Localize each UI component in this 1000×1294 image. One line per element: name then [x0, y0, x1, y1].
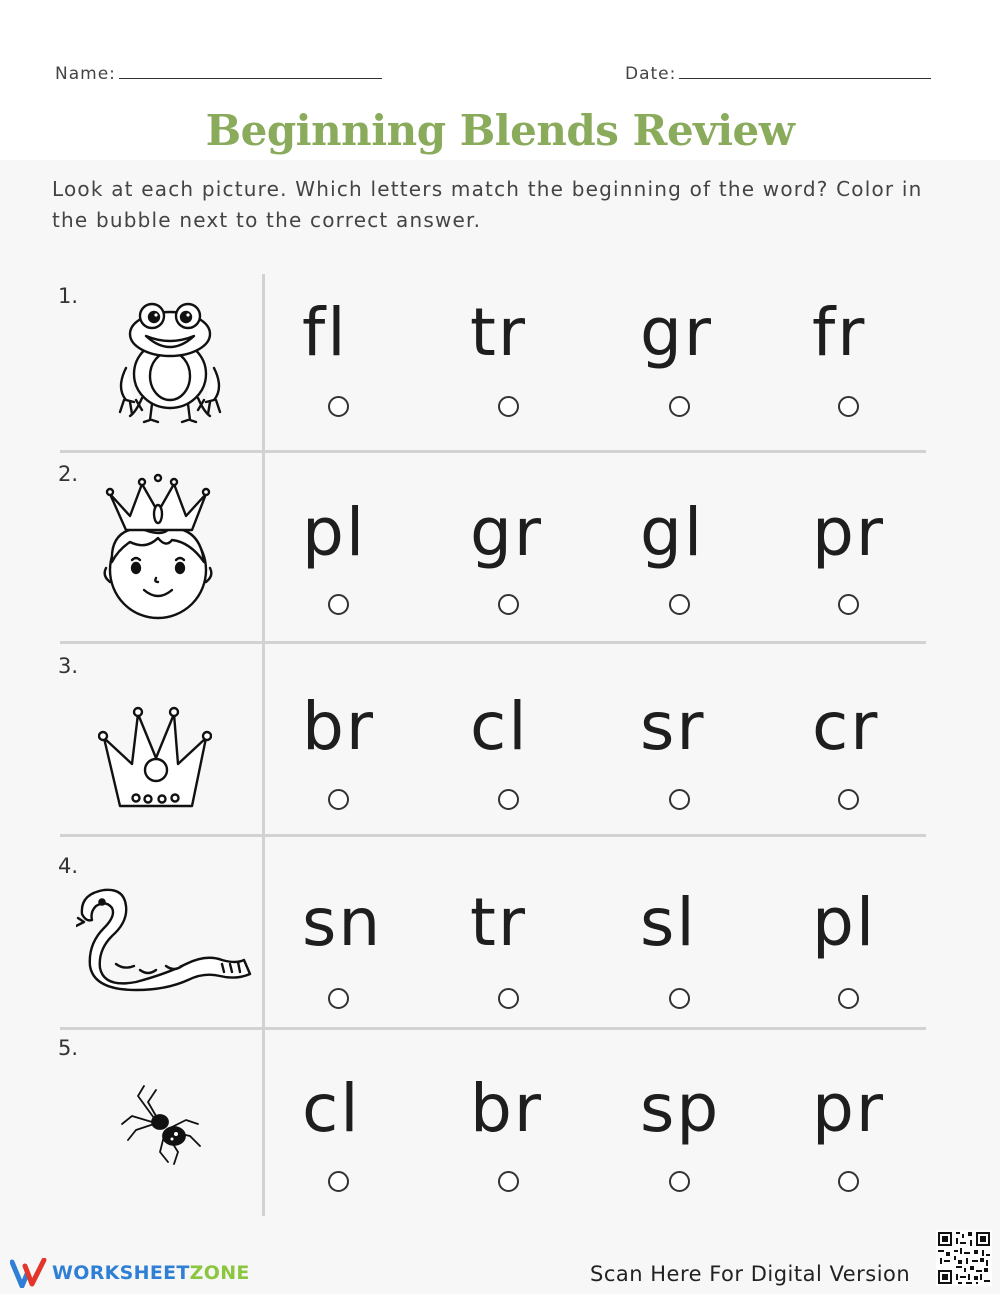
row-divider	[60, 641, 926, 644]
choice-label: cl	[302, 1070, 361, 1147]
choice-label: cr	[812, 688, 880, 765]
row-divider	[60, 450, 926, 453]
answer-bubble[interactable]	[328, 988, 349, 1009]
choice-label: cl	[470, 688, 529, 765]
choice-label: pl	[812, 884, 877, 961]
answer-bubble[interactable]	[669, 1171, 690, 1192]
instructions-text: Look at each picture. Which letters match the beginning of the word? Color in the bubble next to the correct answer.	[52, 177, 923, 232]
brand-name-part2: ZONE	[189, 1262, 250, 1284]
choice-label: sp	[640, 1070, 721, 1147]
answer-bubble[interactable]	[669, 789, 690, 810]
answer-bubble[interactable]	[838, 1171, 859, 1192]
answer-bubble[interactable]	[328, 396, 349, 417]
crown-icon	[98, 702, 212, 812]
answer-bubble[interactable]	[498, 1171, 519, 1192]
choice-label: gl	[640, 494, 705, 571]
name-label: Name:	[55, 64, 116, 84]
worksheetzone-logo[interactable]	[10, 1258, 250, 1288]
choice-label: pr	[812, 494, 886, 571]
answer-bubble[interactable]	[498, 594, 519, 615]
date-label: Date:	[625, 64, 677, 84]
choice-label: gr	[640, 294, 714, 371]
answer-bubble[interactable]	[838, 988, 859, 1009]
answer-bubble[interactable]	[669, 988, 690, 1009]
row-divider	[60, 1027, 926, 1030]
name-field[interactable]	[119, 78, 382, 79]
brand-name-part1: WORKSHEET	[52, 1262, 190, 1284]
row-divider	[60, 834, 926, 837]
answer-bubble[interactable]	[328, 789, 349, 810]
answer-bubble[interactable]	[328, 1171, 349, 1192]
choice-label: fr	[812, 294, 867, 371]
logo-mark-icon	[10, 1258, 48, 1288]
answer-bubble[interactable]	[838, 789, 859, 810]
date-field[interactable]	[679, 78, 931, 79]
choice-label: pl	[302, 494, 367, 571]
question-number: 4.	[58, 854, 79, 878]
answer-bubble[interactable]	[328, 594, 349, 615]
page-title: Beginning Blends Review	[205, 106, 795, 155]
question-number: 2.	[58, 462, 79, 486]
choice-label: br	[302, 688, 376, 765]
answer-bubble[interactable]	[498, 988, 519, 1009]
scan-caption: Scan Here For Digital Version	[590, 1262, 911, 1286]
choice-label: tr	[470, 294, 528, 371]
prince-icon	[100, 472, 216, 622]
choice-label: pr	[812, 1070, 886, 1147]
answer-bubble[interactable]	[669, 594, 690, 615]
frog-icon	[112, 300, 228, 424]
answer-bubble[interactable]	[498, 789, 519, 810]
choice-label: sl	[640, 884, 697, 961]
choice-label: gr	[470, 494, 544, 571]
choice-label: fl	[302, 294, 348, 371]
column-divider	[262, 274, 265, 1216]
question-number: 1.	[58, 284, 79, 308]
question-number: 3.	[58, 654, 79, 678]
choice-label: sr	[640, 688, 706, 765]
answer-bubble[interactable]	[498, 396, 519, 417]
qr-code-icon[interactable]	[936, 1230, 992, 1286]
choice-label: tr	[470, 884, 528, 961]
choice-label: br	[470, 1070, 544, 1147]
answer-bubble[interactable]	[838, 594, 859, 615]
answer-bubble[interactable]	[669, 396, 690, 417]
answer-bubble[interactable]	[838, 396, 859, 417]
spider-icon	[118, 1082, 206, 1166]
snake-icon	[76, 884, 254, 992]
choice-label: sn	[302, 884, 383, 961]
question-number: 5.	[58, 1036, 79, 1060]
